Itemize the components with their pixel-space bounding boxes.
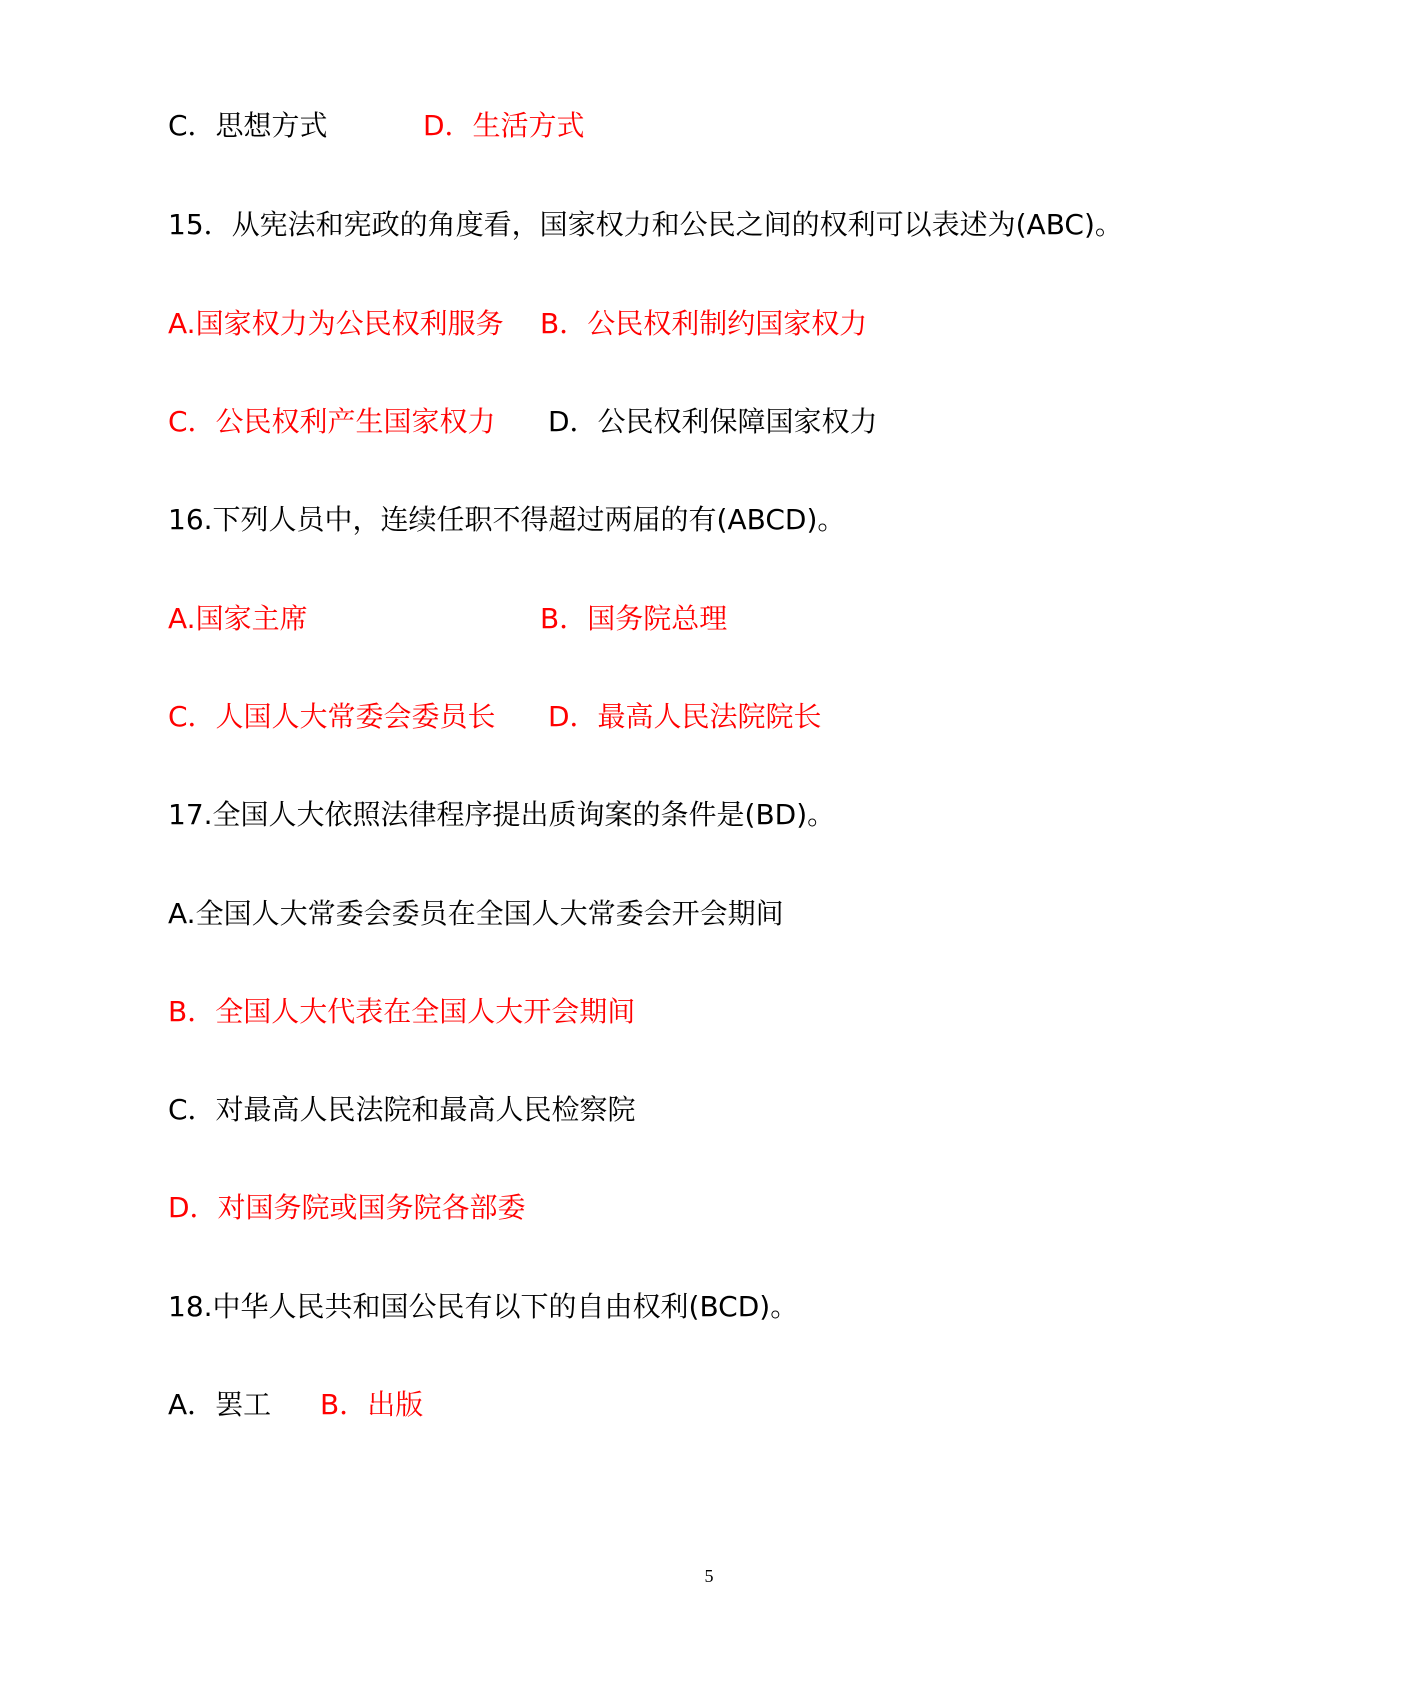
- option-d: D．对国务院或国务院各部委: [168, 1191, 526, 1224]
- question-text: 16.下列人员中，连续任职不得超过两届的有(ABCD)。: [168, 503, 846, 536]
- option-c: C．思想方式: [168, 109, 328, 142]
- option-c: C．公民权利产生国家权力: [168, 405, 496, 438]
- option-c: C．人国人大常委会委员长: [168, 700, 496, 733]
- option-d: D．公民权利保障国家权力: [548, 405, 878, 438]
- option-d: D．生活方式: [423, 109, 585, 142]
- question-text: 15．从宪法和宪政的角度看，国家权力和公民之间的权利可以表述为(ABC)。: [168, 208, 1123, 241]
- option-c: C．对最高人民法院和最高人民检察院: [168, 1093, 636, 1126]
- option-a: A．罢工: [168, 1388, 272, 1421]
- option-a: A.全国人大常委会委员在全国人大常委会开会期间: [168, 897, 784, 930]
- option-b: B．公民权利制约国家权力: [540, 307, 868, 340]
- question-text: 17.全国人大依照法律程序提出质询案的条件是(BD)。: [168, 798, 836, 831]
- option-a: A.国家权力为公民权利服务: [168, 307, 504, 340]
- page-number: 5: [704, 1566, 714, 1586]
- option-a: A.国家主席: [168, 602, 308, 635]
- option-b: B．国务院总理: [540, 602, 728, 635]
- option-d: D．最高人民法院院长: [548, 700, 822, 733]
- question-text: 18.中华人民共和国公民有以下的自由权利(BCD)。: [168, 1290, 799, 1323]
- option-b: B．全国人大代表在全国人大开会期间: [168, 995, 636, 1028]
- option-b: B．出版: [320, 1388, 424, 1421]
